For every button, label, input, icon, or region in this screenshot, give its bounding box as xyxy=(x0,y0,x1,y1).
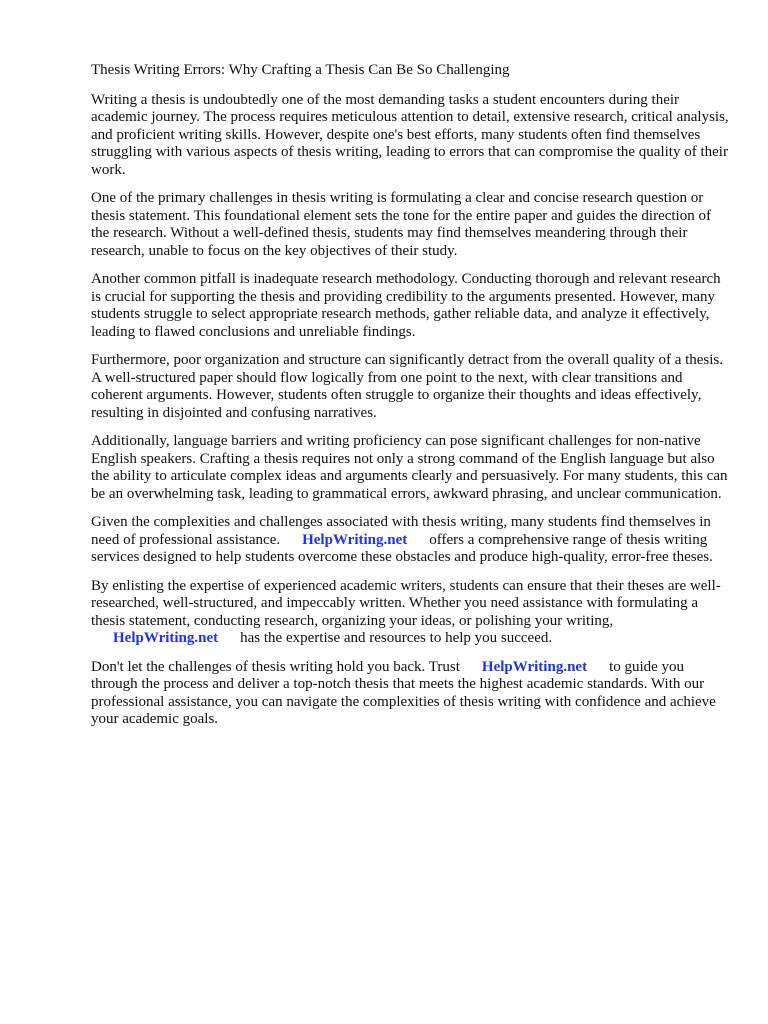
paragraph-research-question: One of the primary challenges in thesis writing is formulating a clear and concise research question or thesis statement. This foundational element sets the tone for the entire paper and guides the direction of the research. Without a well-defined thesis, students may find themselves meandering through their research, unable to focus on the key objectives of their study. xyxy=(91,190,711,259)
paragraph-assistance xyxy=(91,514,731,567)
paragraph-expertise xyxy=(91,578,731,648)
paragraph-language: Additionally, language barriers and writing proficiency can pose significant challenges for non-native English speakers. Crafting a thesis requires not only a strong command of the English language but also the ability to articulate complex ideas and arguments clearly and persuasively. For many students, this can be an overwhelming task, leading to grammatical errors, awkward phrasing, and unclear communication. xyxy=(91,433,728,502)
paragraph-closing-text-after: to guide you through the process and deliver a top-notch thesis that meets the highest academic standards. With our professional assistance, you can navigate the complexities of thesis writing with confidence and achieve your academic goals. xyxy=(91,658,716,727)
helpwriting-link-3[interactable]: HelpWriting.net xyxy=(481,658,588,675)
helpwriting-link-1[interactable]: HelpWriting.net xyxy=(302,531,408,548)
paragraph-assistance-text-after: offers a comprehensive range of thesis writing services designed to help students overcome these obstacles and produce high-quality, error-free theses. xyxy=(91,531,713,565)
paragraph-expertise-text-before: By enlisting the expertise of experienced academic writers, students can ensure that their theses are well-researched, well-structured, and impeccably written. Whether you need assistance with formulating a thesis statement, conducting research, organizing your ideas, or polishing your writing, xyxy=(91,577,721,629)
paragraph-organization: Furthermore, poor organization and structure can significantly detract from the overall quality of a thesis. A well-structured paper should flow logically from one point to the next, with clear transitions and coherent arguments. However, students often struggle to organize their thoughts and ideas effectively, resulting in disjointed and confusing narratives. xyxy=(91,352,724,421)
paragraph-closing-text-before: Don't let the challenges of thesis writing hold you back. Trust xyxy=(91,658,460,675)
document-title: Thesis Writing Errors: Why Crafting a Thesis Can Be So Challenging xyxy=(91,62,510,78)
helpwriting-link-2[interactable]: HelpWriting.net xyxy=(113,630,219,646)
paragraph-methodology: Another common pitfall is inadequate research methodology. Conducting thorough and relevant research is crucial for supporting the thesis and providing credibility to the arguments presented. However, many students struggle to select appropriate research methods, gather reliable data, and analyze it effectively, leading to flawed conclusions and unreliable findings. xyxy=(91,271,721,340)
paragraph-expertise-text-after: has the expertise and resources to help you succeed. xyxy=(240,630,553,646)
document-page xyxy=(91,62,731,740)
paragraph-closing xyxy=(91,659,731,729)
paragraph-intro: Writing a thesis is undoubtedly one of the most demanding tasks a student encounters during their academic journey. The process requires meticulous attention to detail, extensive research, critical analysis, and proficient writing skills. However, despite one's best efforts, many students often find themselves struggling with various aspects of thesis writing, leading to errors that can compromise the quality of their work. xyxy=(91,91,729,178)
paragraph-assistance-text-before: Given the complexities and challenges associated with thesis writing, many students find themselves in need of professional assistance. xyxy=(91,514,711,548)
